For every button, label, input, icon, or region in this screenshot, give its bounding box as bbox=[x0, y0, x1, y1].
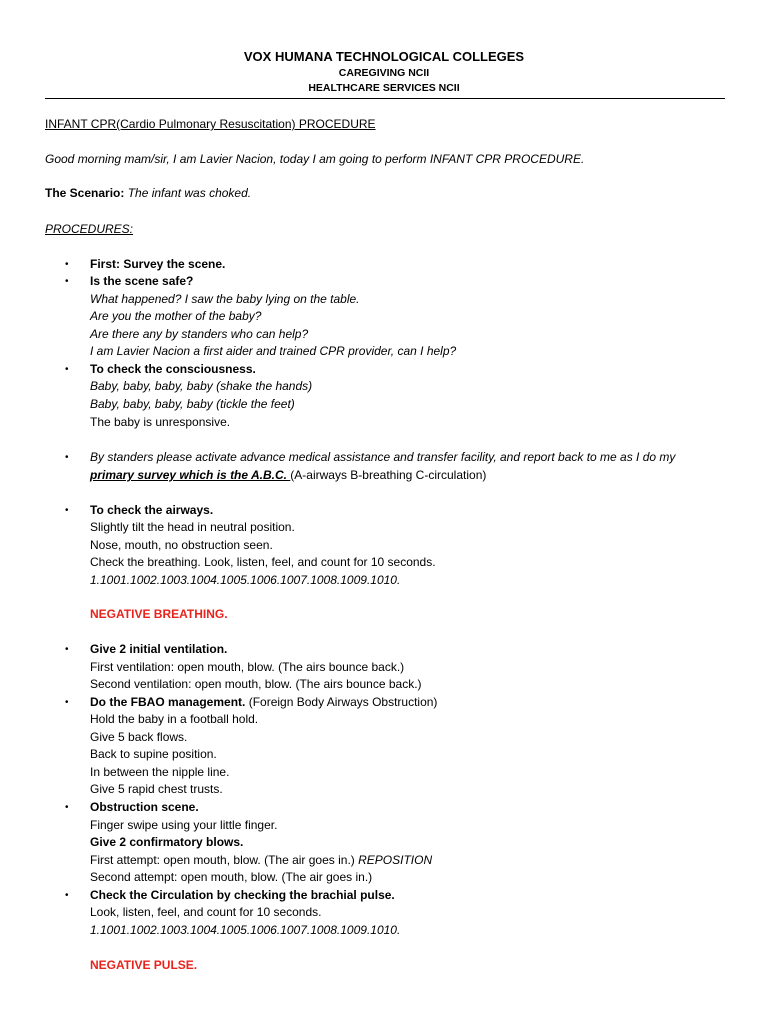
ventilation-line: Second ventilation: open mouth, blow. (The airs bounce back.) bbox=[90, 677, 422, 691]
bullet: • bbox=[65, 697, 69, 708]
obstruction-line: Give 2 confirmatory blows. bbox=[90, 835, 244, 849]
count-sequence: 1.1001.1002.1003.1004.1005.1006.1007.1008.1009.1010. bbox=[90, 573, 401, 587]
airways-line: Nose, mouth, no obstruction seen. bbox=[90, 538, 273, 552]
fbao-label: Do the FBAO management. bbox=[90, 695, 246, 709]
college-name: VOX HUMANA TECHNOLOGICAL COLLEGES bbox=[243, 49, 525, 64]
fbao-line: Give 5 back flows. bbox=[90, 730, 188, 744]
course-caregiving: CAREGIVING NCII bbox=[338, 67, 430, 79]
scenario-text: The infant was choked. bbox=[124, 186, 252, 200]
negative-pulse: NEGATIVE PULSE. bbox=[90, 958, 198, 972]
greeting: Good morning mam/sir, I am Lavier Nacion, today I am going to perform INFANT CPR PROCEDURE. bbox=[45, 152, 585, 166]
count-sequence: 1.1001.1002.1003.1004.1005.1006.1007.1008.1009.1010. bbox=[90, 923, 401, 937]
step-airways: To check the airways. bbox=[90, 503, 214, 517]
question-line: Are you the mother of the baby? bbox=[90, 309, 262, 323]
bullet: • bbox=[65, 802, 69, 813]
primary-survey-emphasis: primary survey which is the A.B.C. bbox=[90, 468, 291, 482]
step-circulation: Check the Circulation by checking the brachial pulse. bbox=[90, 888, 395, 902]
header-divider bbox=[45, 98, 725, 99]
step-ventilation: Give 2 initial ventilation. bbox=[90, 642, 228, 656]
step-scene-safe: Is the scene safe? bbox=[90, 274, 194, 288]
obstruction-attempt-line bbox=[90, 853, 432, 868]
fbao-expansion: (Foreign Body Airways Obstruction) bbox=[245, 695, 438, 709]
bullet: • bbox=[65, 259, 69, 270]
question-line: What happened? I saw the baby lying on the table. bbox=[90, 292, 360, 306]
obstruction-line: Second attempt: open mouth, blow. (The air goes in.) bbox=[90, 870, 373, 884]
consciousness-line: Baby, baby, baby, baby (shake the hands) bbox=[90, 379, 313, 393]
bullet: • bbox=[65, 505, 69, 516]
course-healthcare: HEALTHCARE SERVICES NCII bbox=[308, 82, 460, 94]
circulation-line: Look, listen, feel, and count for 10 seconds. bbox=[90, 905, 322, 919]
bullet: • bbox=[65, 276, 69, 287]
fbao-line: Hold the baby in a football hold. bbox=[90, 712, 259, 726]
fbao-line: Give 5 rapid chest trusts. bbox=[90, 782, 223, 796]
reposition-note: REPOSITION bbox=[358, 853, 433, 867]
bullet: • bbox=[65, 452, 69, 463]
obstruction-line: Finger swipe using your little finger. bbox=[90, 818, 278, 832]
step-consciousness: To check the consciousness. bbox=[90, 362, 256, 376]
question-line: I am Lavier Nacion a first aider and trained CPR provider, can I help? bbox=[90, 344, 457, 358]
primary-survey-line bbox=[90, 468, 486, 483]
fbao-line: In between the nipple line. bbox=[90, 765, 230, 779]
procedures-label: PROCEDURES: bbox=[45, 222, 134, 236]
bullet: • bbox=[65, 644, 69, 655]
abc-explanation: (A-airways B-breathing C-circulation) bbox=[290, 468, 487, 482]
question-line: Are there any by standers who can help? bbox=[90, 327, 309, 341]
consciousness-result: The baby is unresponsive. bbox=[90, 415, 231, 429]
fbao-line: Back to supine position. bbox=[90, 747, 217, 761]
bullet: • bbox=[65, 890, 69, 901]
airways-line: Slightly tilt the head in neutral position. bbox=[90, 520, 295, 534]
bullet: • bbox=[65, 364, 69, 375]
consciousness-line: Baby, baby, baby, baby (tickle the feet) bbox=[90, 397, 295, 411]
step-survey: First: Survey the scene. bbox=[90, 257, 226, 271]
document-title: INFANT CPR(Cardio Pulmonary Resuscitation) PROCEDURE bbox=[45, 117, 376, 131]
step-fbao bbox=[90, 695, 437, 710]
scenario bbox=[45, 186, 251, 201]
bystanders-instruction: By standers please activate advance medical assistance and transfer facility, and report back to me as I do my bbox=[90, 450, 676, 464]
ventilation-line: First ventilation: open mouth, blow. (The airs bounce back.) bbox=[90, 660, 405, 674]
first-attempt: First attempt: open mouth, blow. (The air goes in.) bbox=[90, 853, 359, 867]
step-obstruction: Obstruction scene. bbox=[90, 800, 199, 814]
scenario-label: The Scenario: bbox=[45, 186, 125, 200]
negative-breathing: NEGATIVE BREATHING. bbox=[90, 607, 228, 621]
airways-line: Check the breathing. Look, listen, feel, and count for 10 seconds. bbox=[90, 555, 436, 569]
